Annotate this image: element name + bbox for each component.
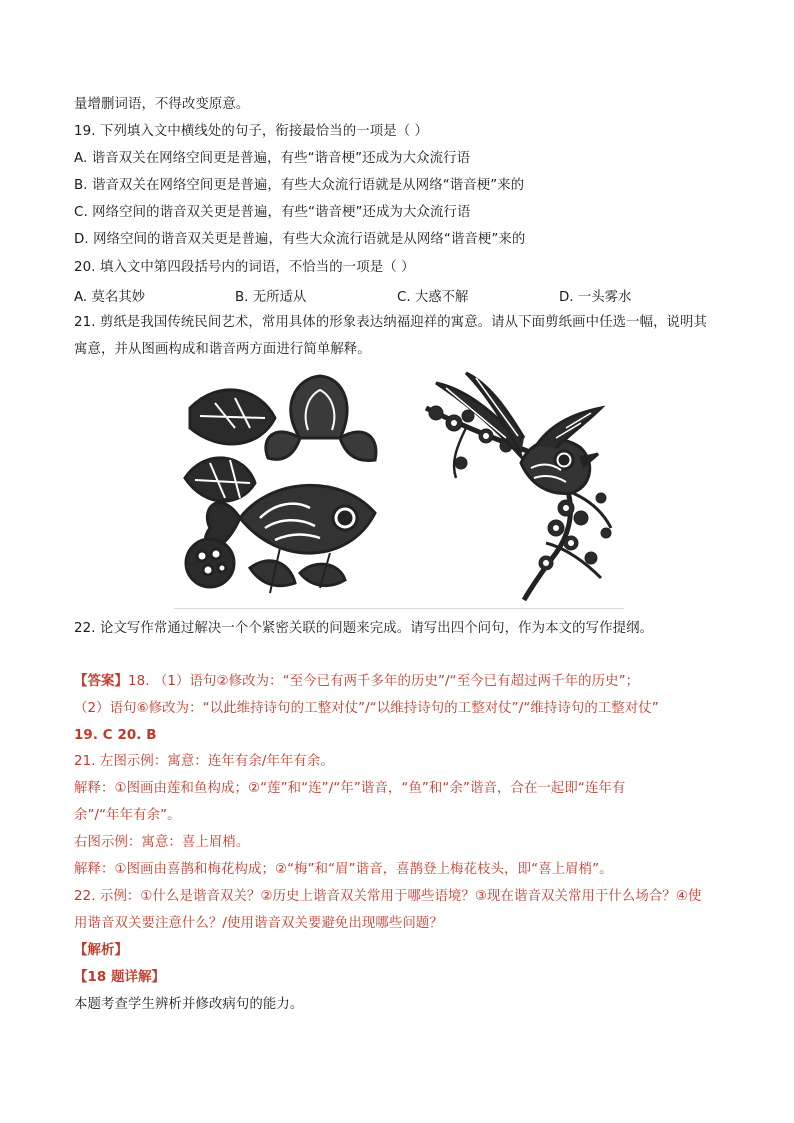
answer-21-right-title: 右图示例：寓意：喜上眉梢。 — [74, 835, 250, 850]
q19-option-a: A. 谐音双关在网络空间更是普遍，有些“谐音梗”还成为大众流行语 — [74, 151, 471, 166]
figure-divider — [174, 608, 624, 609]
answer-19-20: 19. C 20. B — [74, 728, 157, 743]
answer-21-left-title: 21. 左图示例：寓意：连年有余/年年有余。 — [74, 754, 334, 769]
lotus-fish-papercut-image — [180, 368, 380, 603]
magpie-plum-papercut-image — [406, 368, 621, 603]
q19-option-c: C. 网络空间的谐音双关更是普遍，有些“谐音梗”还成为大众流行语 — [74, 205, 471, 220]
answer-18-part2: （2）语句⑥修改为：“以此维持诗句的工整对仗”/“以维持诗句的工整对仗”/“维持诗句的工整对仗” — [74, 701, 659, 716]
analysis-label: 【解析】 — [74, 943, 128, 958]
papercut-figure — [174, 368, 624, 608]
q20-option-c: C. 大惑不解 — [397, 290, 469, 305]
q19-option-d: D. 网络空间的谐音双关更是普遍，有些大众流行语就是从网络“谐音梗”来的 — [74, 232, 526, 247]
intro-line: 量增删词语，不得改变原意。 — [74, 97, 250, 112]
answer-21-right-expl: 解释：①图画由喜鹊和梅花构成；②“梅”和“眉”谐音，喜鹊登上梅花枝头，即“喜上眉梢”。 — [74, 862, 613, 877]
analysis-q18-text: 本题考查学生辨析并修改病句的能力。 — [74, 997, 304, 1012]
q20-options — [74, 286, 734, 304]
q20-option-d: D. 一头雾水 — [559, 290, 632, 305]
q19-stem: 19. 下列填入文中横线处的句子，衔接最恰当的一项是（ ） — [74, 124, 429, 139]
answer-22-line2: 用谐音双关要注意什么？/使用谐音双关要避免出现哪些问题？ — [74, 916, 443, 931]
answer-line1 — [74, 673, 639, 691]
q20-option-b: B. 无所适从 — [235, 290, 307, 305]
analysis-q18-label: 【18 题详解】 — [74, 970, 166, 985]
answer-22-line1: 22. 示例：①什么是谐音双关？②历史上谐音双关常用于哪些语境？③现在谐音双关常用于什么场合？④使 — [74, 889, 702, 904]
q20-option-a: A. 莫名其妙 — [74, 290, 145, 305]
q19-option-b: B. 谐音双关在网络空间更是普遍，有些大众流行语就是从网络“谐音梗”来的 — [74, 178, 525, 193]
answer-18-part1: 18. （1）语句②修改为：“至今已有两千多年的历史”/“至今已有超过两千年的历史”； — [127, 674, 640, 689]
answer-21-left-expl1: 解释：①图画由莲和鱼构成；②“莲”和“连”/“年”谐音，“鱼”和“余”谐音，合在一起即“连年有 — [74, 781, 626, 796]
q20-stem: 20. 填入文中第四段括号内的词语，不恰当的一项是（ ） — [74, 260, 415, 275]
answer-21-left-expl2: 余”/“年年有余”。 — [74, 808, 181, 823]
q21-stem-line1: 21. 剪纸是我国传统民间艺术，常用具体的形象表达纳福迎祥的寓意。请从下面剪纸画中任选一幅，说明其 — [74, 315, 708, 330]
q21-stem-line2: 寓意，并从图画构成和谐音两方面进行简单解释。 — [74, 342, 371, 357]
answer-label: 【答案】 — [74, 674, 128, 689]
q22-stem: 22. 论文写作常通过解决一个个紧密关联的问题来完成。请写出四个问句，作为本文的写作提纲。 — [74, 621, 654, 636]
